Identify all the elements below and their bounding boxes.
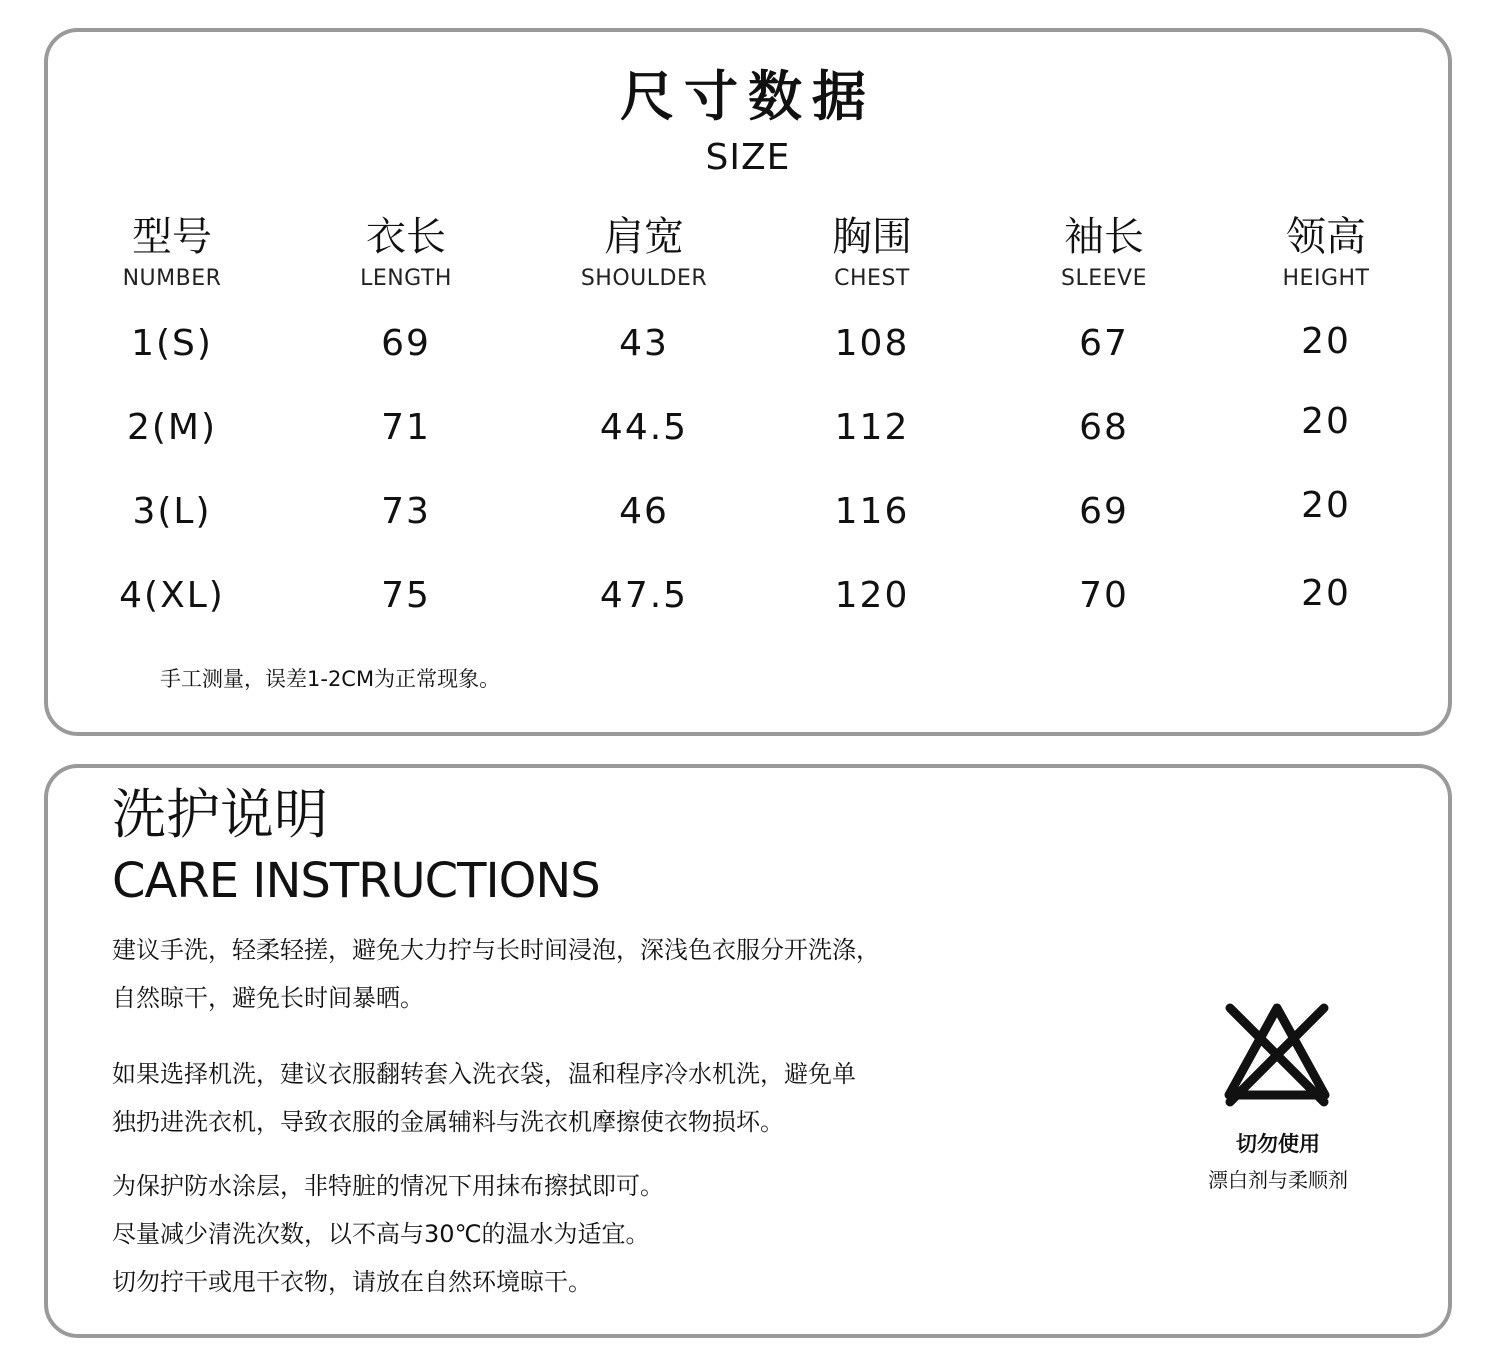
table-cell: 46 <box>619 491 669 532</box>
care-line: 切勿拧干或甩干衣物，请放在自然环境晾干。 <box>112 1268 592 1296</box>
column-height <box>1216 210 1436 614</box>
care-line: 自然晾干，避免长时间暴晒。 <box>112 984 424 1012</box>
column-header-en: NUMBER <box>122 266 222 291</box>
care-title-en: CARE INSTRUCTIONS <box>112 853 600 909</box>
table-cell: 69 <box>381 323 431 364</box>
care-title-zh: 洗护说明 <box>112 783 328 846</box>
warning-sub-label: 漂白剂与柔顺剂 <box>1208 1168 1348 1192</box>
column-header-en: SLEEVE <box>1061 266 1147 291</box>
column-header-en: CHEST <box>834 266 910 291</box>
table-cell: 1(S) <box>131 323 213 364</box>
table-cell: 69 <box>1079 491 1129 532</box>
table-cell: 67 <box>1079 323 1129 364</box>
column-header-en: LENGTH <box>360 266 452 291</box>
care-line: 为保护防水涂层，非特脏的情况下用抹布擦拭即可。 <box>112 1172 664 1200</box>
column-header-zh: 衣长 <box>366 214 446 260</box>
care-line: 建议手洗，轻柔轻搓，避免大力拧与长时间浸泡，深浅色衣服分开洗涤， <box>112 936 880 964</box>
care-paragraph <box>112 1050 856 1146</box>
table-cell: 2(M) <box>126 407 218 448</box>
no-bleach-icon <box>1222 1000 1332 1110</box>
table-cell: 108 <box>834 323 910 364</box>
table-cell: 112 <box>834 407 910 448</box>
table-cell: 68 <box>1079 407 1129 448</box>
warning-label: 切勿使用 <box>1236 1132 1320 1156</box>
table-cell: 20 <box>1301 401 1351 442</box>
table-cell: 20 <box>1301 321 1351 362</box>
care-line: 如果选择机洗，建议衣服翻转套入洗衣袋，温和程序冷水机洗，避免单 <box>112 1060 856 1088</box>
table-cell: 20 <box>1301 573 1351 614</box>
table-cell: 71 <box>381 407 431 448</box>
table-cell: 47.5 <box>599 575 689 616</box>
care-line: 独扔进洗衣机，导致衣服的金属辅料与洗衣机摩擦使衣物损坏。 <box>112 1108 784 1136</box>
column-header-en: SHOULDER <box>580 266 708 291</box>
table-cell: 73 <box>381 491 431 532</box>
care-line: 尽量减少清洗次数，以不高与30℃的温水为适宜。 <box>112 1220 650 1248</box>
table-cell: 116 <box>834 491 910 532</box>
column-sleeve <box>994 210 1214 616</box>
care-paragraph <box>112 926 880 1022</box>
column-header-zh: 胸围 <box>832 214 912 260</box>
table-cell: 3(L) <box>132 491 212 532</box>
column-shoulder <box>534 210 754 616</box>
care-card <box>44 764 1452 1338</box>
column-chest <box>762 210 982 616</box>
table-cell: 20 <box>1301 485 1351 526</box>
size-subtitle: SIZE <box>705 137 791 178</box>
column-header-zh: 袖长 <box>1064 214 1144 260</box>
table-cell: 44.5 <box>599 407 689 448</box>
table-cell: 4(XL) <box>119 575 225 616</box>
size-card <box>44 28 1452 736</box>
column-length <box>296 210 516 616</box>
column-header-zh: 肩宽 <box>604 214 684 260</box>
column-header-zh: 型号 <box>132 214 212 260</box>
size-title: 尺寸数据 <box>620 65 876 128</box>
care-paragraph <box>112 1162 664 1306</box>
measurement-note: 手工测量，误差1-2CM为正常现象。 <box>160 667 501 691</box>
table-cell: 43 <box>619 323 669 364</box>
column-number <box>62 210 282 616</box>
table-cell: 75 <box>381 575 431 616</box>
column-header-zh: 领高 <box>1286 214 1366 260</box>
table-cell: 70 <box>1079 575 1129 616</box>
table-cell: 120 <box>834 575 910 616</box>
column-header-en: HEIGHT <box>1282 266 1370 291</box>
